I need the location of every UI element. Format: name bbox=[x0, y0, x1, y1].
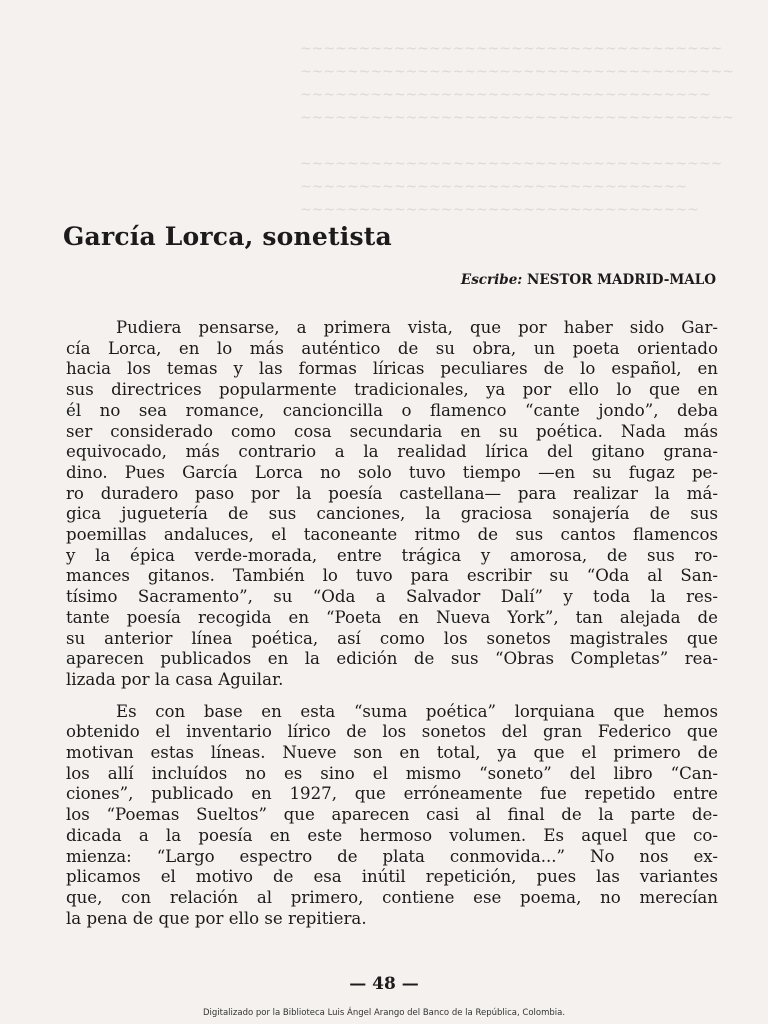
text-line: dicada a la poesía en este hermoso volumen. Es aquel que co- bbox=[66, 825, 718, 845]
show-through-texture: ~~~~~~~~~~~~~~~~~~~~~~~~~~~~~~~~~~~~ ~~~~~~~~~~~~~~~~~~~~~~~~~~~~~~~~~~~~~ ~~~~~~~~~~~~~~~~~~~~~~~~~~~~~~~~~~~ ~~~~~~~~~~~~~~~~~~~~~~~~~~~~~~~~~~~~~ ~~~~~~~~~~~~~~~~~~~~~~~~~~~~~~~~~~~~ ~~~~~~~~~~~~~~~~~~~~~~~~~~~~~~~~~ ~~~~~~~~~~~~~~~~~~~~~~~~~~~~~~~~~~ bbox=[300, 41, 735, 218]
text-line: plicamos el motivo de esa inútil repetición, pues las variantes bbox=[66, 867, 718, 887]
page-number: — 48 — bbox=[349, 974, 419, 994]
text-line: la pena de que por ello se repitiera. bbox=[66, 908, 367, 928]
text-line: sus directrices popularmente tradicionales, ya por ello lo que en bbox=[66, 380, 718, 400]
text-line: tante poesía recogida en “Poeta en Nueva York”, tan alejada de bbox=[66, 607, 718, 627]
text-line: ciones”, publicado en 1927, que erróneamente fue repetido entre bbox=[66, 784, 718, 804]
text-line: aparecen publicados en la edición de sus “Obras Completas” rea- bbox=[66, 649, 718, 669]
digitization-footer: Digitalizado por la Biblioteca Luis Ángel Arango del Banco de la República, Colombia. bbox=[202, 1008, 566, 1018]
article-title: García Lorca, sonetista bbox=[63, 221, 392, 251]
text-line: su anterior línea poética, así como los sonetos magistrales que bbox=[66, 628, 718, 648]
paragraph-1 bbox=[66, 318, 718, 691]
text-line: ser considerado como cosa secundaria en su poética. Nada más bbox=[66, 421, 718, 441]
text-line: Pudiera pensarse, a primera vista, que por haber sido Gar- bbox=[116, 318, 718, 337]
text-line: tísimo Sacramento”, su “Oda a Salvador Dalí” y toda la res- bbox=[66, 587, 718, 607]
text-line: él no sea romance, cancioncilla o flamenco “cante jondo”, deba bbox=[66, 400, 718, 420]
byline bbox=[461, 272, 716, 288]
text-line: los allí incluídos no es sino el mismo “soneto” del libro “Can- bbox=[66, 763, 718, 783]
text-line: cía Lorca, en lo más auténtico de su obra, un poeta orientado bbox=[66, 338, 718, 358]
text-line: y la épica verde-morada, entre trágica y amorosa, de sus ro- bbox=[66, 545, 718, 565]
text-line: mances gitanos. También lo tuvo para escribir su “Oda al San- bbox=[66, 566, 718, 586]
text-line: lizada por la casa Aguilar. bbox=[66, 669, 284, 689]
text-line: Es con base en esta “suma poética” lorquiana que hemos bbox=[116, 701, 718, 721]
text-line: mienza: “Largo espectro de plata conmovida...” No nos ex- bbox=[66, 846, 718, 866]
text-line: dino. Pues García Lorca no solo tuvo tiempo —en su fugaz pe- bbox=[66, 462, 718, 482]
byline-author: NESTOR MADRID-MALO bbox=[527, 272, 716, 288]
article-body bbox=[66, 318, 718, 929]
text-line: ro duradero paso por la poesía castellana— para realizar la má- bbox=[66, 483, 718, 503]
text-line: motivan estas líneas. Nueve son en total, ya que el primero de bbox=[66, 743, 718, 763]
text-line: que, con relación al primero, contiene ese poema, no merecían bbox=[66, 887, 718, 907]
text-line: hacia los temas y las formas líricas peculiares de lo español, en bbox=[66, 359, 718, 379]
text-line: los “Poemas Sueltos” que aparecen casi al final de la parte de- bbox=[66, 805, 718, 825]
text-line: gica juguetería de sus canciones, la graciosa sonajería de sus bbox=[66, 504, 718, 524]
text-line: poemillas andaluces, el taconeante ritmo de sus cantos flamencos bbox=[66, 525, 718, 545]
text-line: obtenido el inventario lírico de los sonetos del gran Federico que bbox=[66, 722, 718, 742]
paragraph-2 bbox=[66, 702, 718, 930]
text-line: equivocado, más contrario a la realidad lírica del gitano grana- bbox=[66, 442, 718, 462]
byline-lead: Escribe: bbox=[460, 272, 523, 288]
